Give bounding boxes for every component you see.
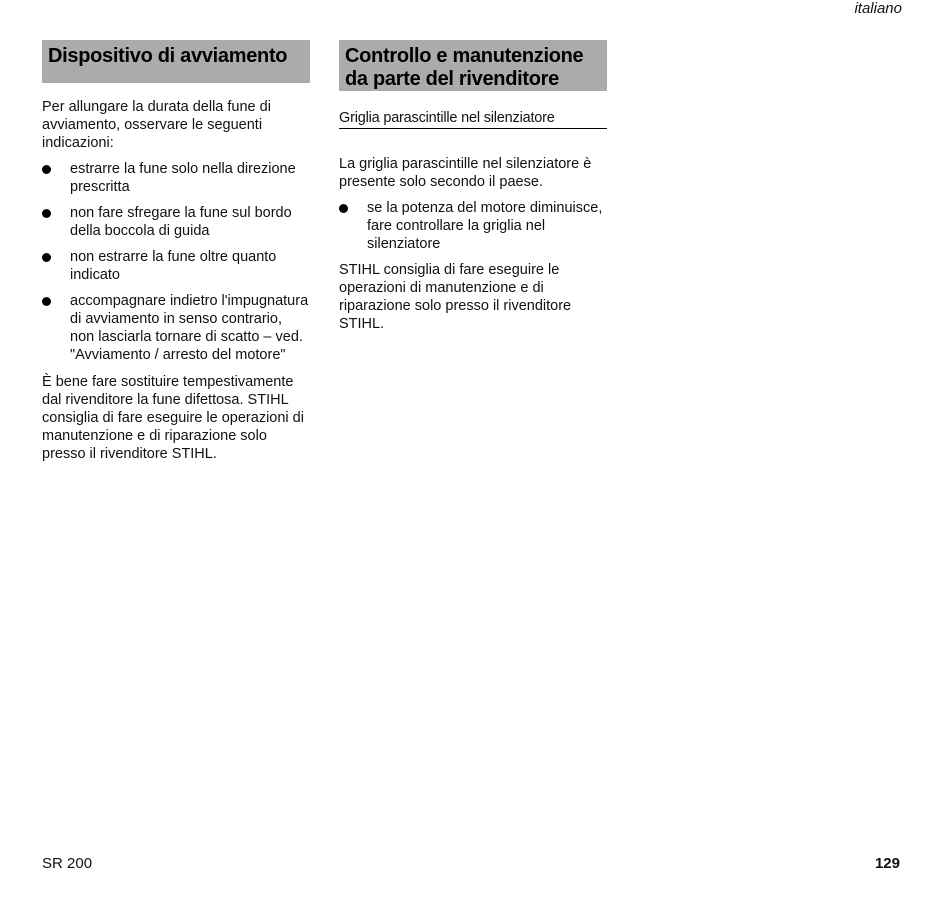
- list-item: [42, 292, 310, 364]
- bullet-icon: [42, 209, 51, 218]
- section-heading-maintenance: Controllo e manutenzione da parte del rivenditore: [339, 40, 607, 91]
- list-item: [339, 199, 607, 253]
- language-label: italiano: [854, 0, 902, 17]
- bullet-icon: [42, 165, 51, 174]
- spark-arrestor-paragraph: La griglia parascintille nel silenziatore è presente solo secondo il paese.: [339, 156, 592, 190]
- section-heading-starter: Dispositivo di avviamento: [42, 40, 310, 83]
- right-column: [339, 40, 607, 333]
- closing-paragraph: È bene fare sostituire tempestivamente dal rivenditore la fune difettosa. STIHL consiglia di fare eseguire le operazioni di manutenzione e di riparazione solo presso il rivenditore STIHL.: [42, 374, 304, 462]
- intro-paragraph: Per allungare la durata della fune di avviamento, osservare le seguenti indicazioni:: [42, 99, 271, 151]
- list-item-text: estrarre la fune solo nella direzione prescritta: [70, 161, 296, 195]
- dealer-paragraph: STIHL consiglia di fare eseguire le operazioni di manutenzione e di riparazione solo presso il rivenditore STIHL.: [339, 262, 572, 332]
- left-column: [42, 40, 310, 463]
- bullet-icon: [42, 297, 51, 306]
- list-item-text: non fare sfregare la fune sul bordo della boccola di guida: [70, 205, 292, 239]
- bullet-icon: [42, 253, 51, 262]
- subsection-heading: Griglia parascintille nel silenziatore: [339, 109, 607, 129]
- maintenance-bullet-list: [339, 199, 607, 253]
- list-item: [42, 248, 310, 284]
- list-item: [42, 160, 310, 196]
- starter-bullet-list: [42, 160, 310, 364]
- list-item: [42, 204, 310, 240]
- list-item-text: accompagnare indietro l'impugnatura di avviamento in senso contrario, non lasciarla tornare di scatto – ved. "Avviamento / arresto del motore": [70, 293, 309, 363]
- bullet-icon: [339, 204, 348, 213]
- page-number: 129: [874, 855, 900, 872]
- list-item-text: non estrarre la fune oltre quanto indicato: [70, 249, 277, 283]
- list-item-text: se la potenza del motore diminuisce, fare controllare la griglia nel silenziatore: [367, 200, 603, 252]
- model-label: SR 200: [42, 855, 93, 872]
